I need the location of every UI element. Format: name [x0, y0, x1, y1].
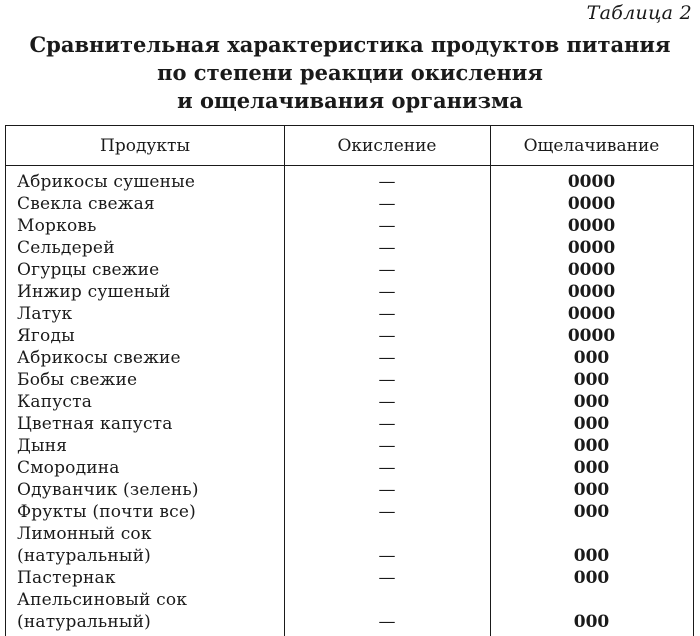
product-name-cell: Латук — [17, 304, 73, 324]
table-row — [6, 303, 693, 325]
table-row — [6, 347, 693, 369]
table-title — [0, 31, 700, 115]
table-row — [6, 501, 693, 523]
table-number-label: Таблица 2 — [586, 2, 692, 24]
alkalization-cell: 000 — [573, 458, 610, 478]
alkalization-cell: 0000 — [567, 304, 616, 324]
oxidation-cell: — — [378, 238, 396, 258]
table-row — [6, 567, 693, 589]
oxidation-cell: — — [378, 260, 396, 280]
alkalization-cell: 000 — [573, 392, 610, 412]
product-name-cell: Фрукты (почти все) — [17, 502, 196, 522]
alkalization-cell: 000 — [573, 612, 610, 632]
oxidation-cell: — — [378, 568, 396, 588]
table-row — [6, 479, 693, 501]
table-row — [6, 237, 693, 259]
alkalization-cell: 0000 — [567, 172, 616, 192]
alkalization-cell: 0000 — [567, 194, 616, 214]
product-name-cell: Абрикосы свежие — [17, 348, 181, 368]
oxidation-cell: — — [378, 502, 396, 522]
table-body — [6, 171, 693, 633]
product-name-cell: Смородина — [17, 458, 120, 478]
oxidation-cell: — — [378, 414, 396, 434]
table-row — [6, 171, 693, 193]
oxidation-cell: — — [378, 436, 396, 456]
header-alkalization: Ощелачивание — [523, 136, 660, 156]
oxidation-cell: — — [378, 546, 396, 566]
table-row — [6, 523, 693, 567]
oxidation-cell: — — [378, 612, 396, 632]
alkalization-cell: 000 — [573, 348, 610, 368]
product-name-cell: Бобы свежие — [17, 370, 138, 390]
oxidation-cell: — — [378, 326, 396, 346]
alkalization-cell: 000 — [573, 502, 610, 522]
title-line: и ощелачивания организма — [177, 88, 523, 113]
product-name-cell: Огурцы свежие — [17, 260, 160, 280]
product-name-cell: Одуванчик (зелень) — [17, 480, 199, 500]
alkalization-cell: 000 — [573, 370, 610, 390]
oxidation-cell: — — [378, 392, 396, 412]
oxidation-cell: — — [378, 370, 396, 390]
product-name-cell: Апельсиновый сок (натуральный) — [17, 590, 188, 632]
oxidation-cell: — — [378, 282, 396, 302]
product-name-cell: Абрикосы сушеные — [17, 172, 196, 192]
table-row — [6, 215, 693, 237]
oxidation-cell: — — [378, 348, 396, 368]
table-row — [6, 457, 693, 479]
alkalization-cell: 000 — [573, 436, 610, 456]
product-name-cell: Пастернак — [17, 568, 116, 588]
table-row — [6, 325, 693, 347]
table-row — [6, 193, 693, 215]
alkalization-cell: 000 — [573, 546, 610, 566]
title-line: Сравнительная характеристика продуктов питания — [29, 32, 671, 57]
oxidation-cell: — — [378, 172, 396, 192]
header-products: Продукты — [100, 136, 190, 156]
table-row — [6, 413, 693, 435]
product-name-cell: Морковь — [17, 216, 97, 236]
oxidation-cell: — — [378, 194, 396, 214]
product-name-cell: Ягоды — [17, 326, 75, 346]
product-name-cell: Цветная капуста — [17, 414, 173, 434]
comparison-table — [5, 125, 694, 636]
alkalization-cell: 0000 — [567, 326, 616, 346]
product-name-cell: Сельдерей — [17, 238, 115, 258]
table-row — [6, 435, 693, 457]
oxidation-cell: — — [378, 458, 396, 478]
alkalization-cell: 0000 — [567, 238, 616, 258]
header-oxidation: Окисление — [337, 136, 437, 156]
alkalization-cell: 0000 — [567, 216, 616, 236]
table-header — [6, 126, 693, 166]
oxidation-cell: — — [378, 480, 396, 500]
alkalization-cell: 000 — [573, 480, 610, 500]
product-name-cell: Лимонный сок (натуральный) — [17, 524, 152, 566]
oxidation-cell: — — [378, 304, 396, 324]
table-row — [6, 391, 693, 413]
product-name-cell: Свекла свежая — [17, 194, 155, 214]
alkalization-cell: 0000 — [567, 282, 616, 302]
product-name-cell: Инжир сушеный — [17, 282, 171, 302]
alkalization-cell: 0000 — [567, 260, 616, 280]
alkalization-cell: 000 — [573, 414, 610, 434]
product-name-cell: Капуста — [17, 392, 93, 412]
title-line: по степени реакции окисления — [157, 60, 543, 85]
table-row — [6, 259, 693, 281]
alkalization-cell: 000 — [573, 568, 610, 588]
table-row — [6, 281, 693, 303]
product-name-cell: Дыня — [17, 436, 68, 456]
oxidation-cell: — — [378, 216, 396, 236]
table-row — [6, 369, 693, 391]
table-row — [6, 589, 693, 633]
